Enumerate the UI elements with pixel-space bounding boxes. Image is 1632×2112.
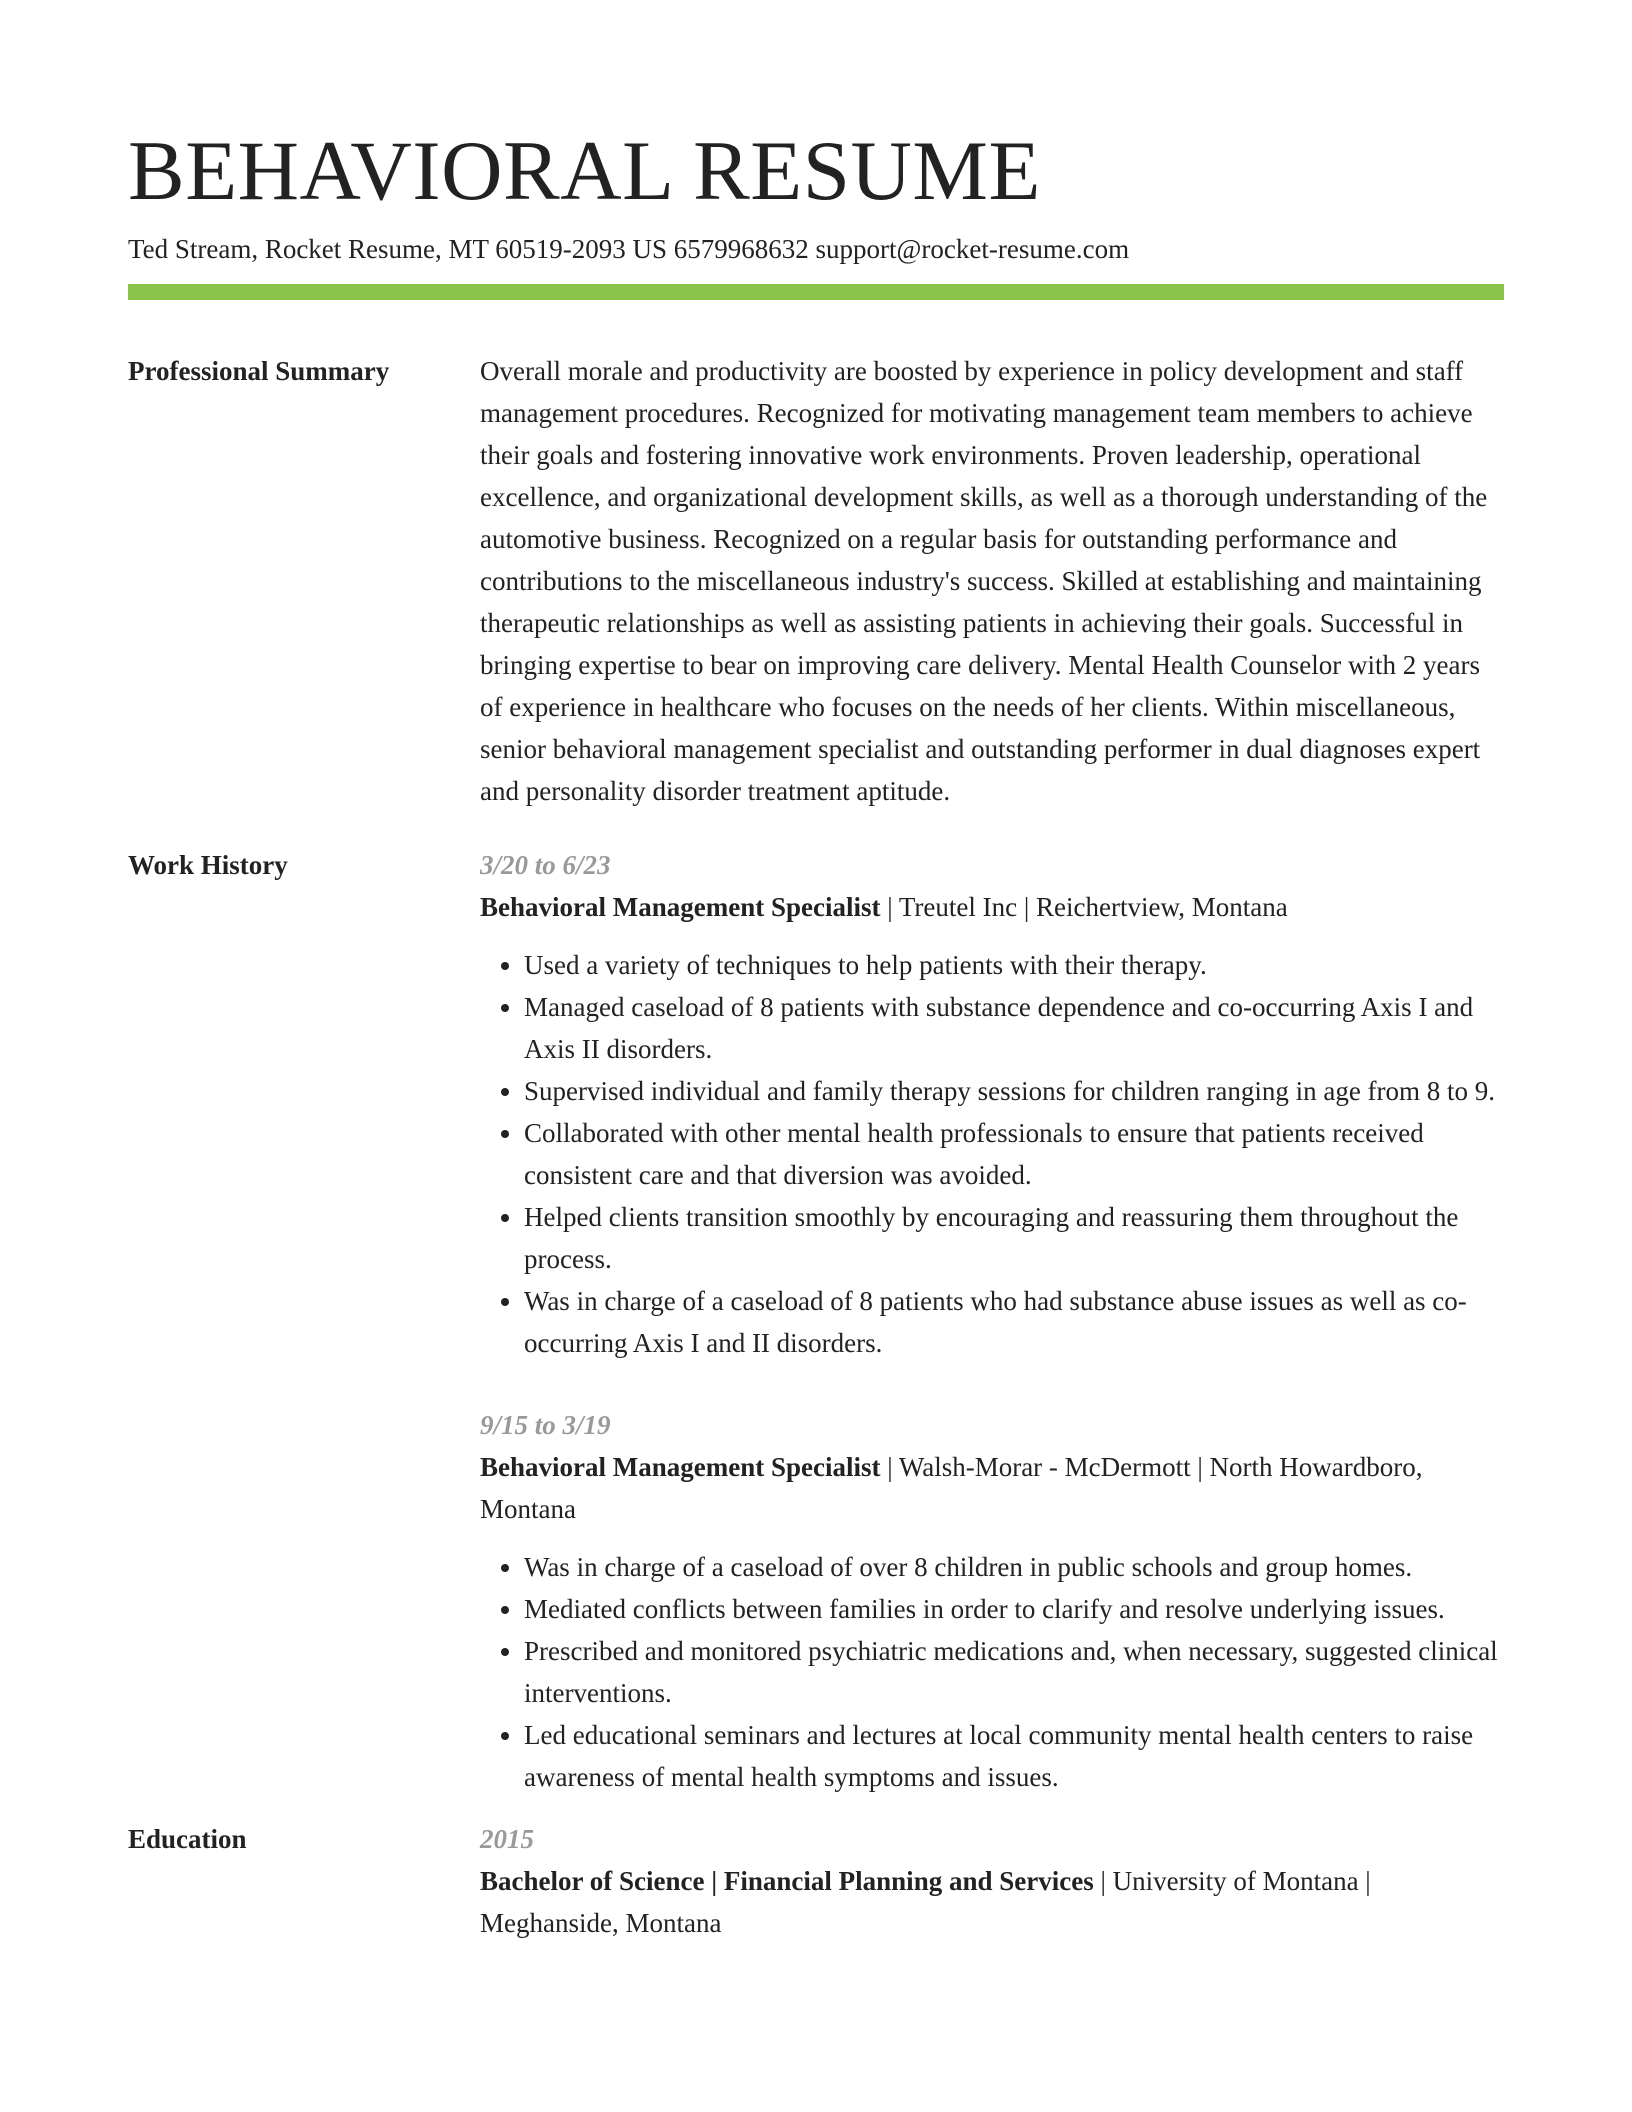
job-heading <box>480 1446 1504 1530</box>
job-title: Behavioral Management Specialist <box>480 1452 881 1482</box>
list-item: • Led educational seminars and lectures at local community mental health centers to raise awareness of mental health symptoms and issues. <box>524 1714 1504 1798</box>
job-dates: 3/20 to 6/23 <box>480 850 611 880</box>
contact-line: Ted Stream, Rocket Resume, MT 60519-2093 US 6579968632 support@rocket-resume.com <box>128 234 1130 264</box>
education-heading <box>480 1860 1504 1944</box>
list-item: • Collaborated with other mental health professionals to ensure that patients received consistent care and that diversion was avoided. <box>524 1112 1504 1196</box>
summary-label: Professional Summary <box>128 356 390 386</box>
job-details: | Treutel Inc | Reichertview, Montana <box>880 892 1288 922</box>
list-item: • Supervised individual and family therapy sessions for children ranging in age from 8 to 9. <box>524 1070 1504 1112</box>
resume-title: BEHAVIORAL RESUME <box>128 124 1041 218</box>
education-section <box>128 1818 1504 1944</box>
job-bullets <box>480 944 1504 1364</box>
job-entry <box>480 1404 1504 1798</box>
list-item: • Helped clients transition smoothly by encouraging and reassuring them throughout the process. <box>524 1196 1504 1280</box>
list-item: • Was in charge of a caseload of 8 patients who had substance abuse issues as well as co-occurring Axis I and II disorders. <box>524 1280 1504 1364</box>
job-heading <box>480 886 1504 928</box>
work-history-section <box>128 844 1504 1798</box>
job-details: | Walsh-Morar - McDermott | North Howardboro, Montana <box>480 1452 1423 1524</box>
list-item: • Used a variety of techniques to help patients with their therapy. <box>524 944 1504 986</box>
education-degree: Bachelor of Science | Financial Planning and Services <box>480 1866 1094 1896</box>
resume-page <box>128 0 1504 1944</box>
summary-text: Overall morale and productivity are boosted by experience in policy development and staff management procedures. Recognized for motivating management team members to achieve their goals and fostering innovative work environments. Proven leadership, operational excellence, and organizational development skills, as well as a thorough understanding of the automotive business. Recognized on a regular basis for outstanding performance and contributions to the miscellaneous industry's success. Skilled at establishing and maintaining therapeutic relationships as well as assisting patients in achieving their goals. Successful in bringing expertise to bear on improving care delivery. Mental Health Counselor with 2 years of experience in healthcare who focuses on the needs of her clients. Within miscellaneous, senior behavioral management specialist and outstanding performer in dual diagnoses expert and personality disorder treatment aptitude. <box>480 356 1488 806</box>
job-title: Behavioral Management Specialist <box>480 892 881 922</box>
list-item: • Managed caseload of 8 patients with substance dependence and co-occurring Axis I and Axis II disorders. <box>524 986 1504 1070</box>
list-item: • Mediated conflicts between families in order to clarify and resolve underlying issues. <box>524 1588 1504 1630</box>
job-entry <box>480 844 1504 1364</box>
job-bullets <box>480 1546 1504 1798</box>
summary-section <box>128 350 1504 812</box>
list-item: • Prescribed and monitored psychiatric medications and, when necessary, suggested clinical interventions. <box>524 1630 1504 1714</box>
education-year: 2015 <box>480 1824 534 1854</box>
list-item: • Was in charge of a caseload of over 8 children in public schools and group homes. <box>524 1546 1504 1588</box>
job-dates: 9/15 to 3/19 <box>480 1410 611 1440</box>
header-divider <box>128 284 1504 300</box>
work-history-label: Work History <box>128 850 288 880</box>
education-label: Education <box>128 1824 247 1854</box>
education-details: | University of Montana | Meghanside, Montana <box>480 1866 1371 1938</box>
